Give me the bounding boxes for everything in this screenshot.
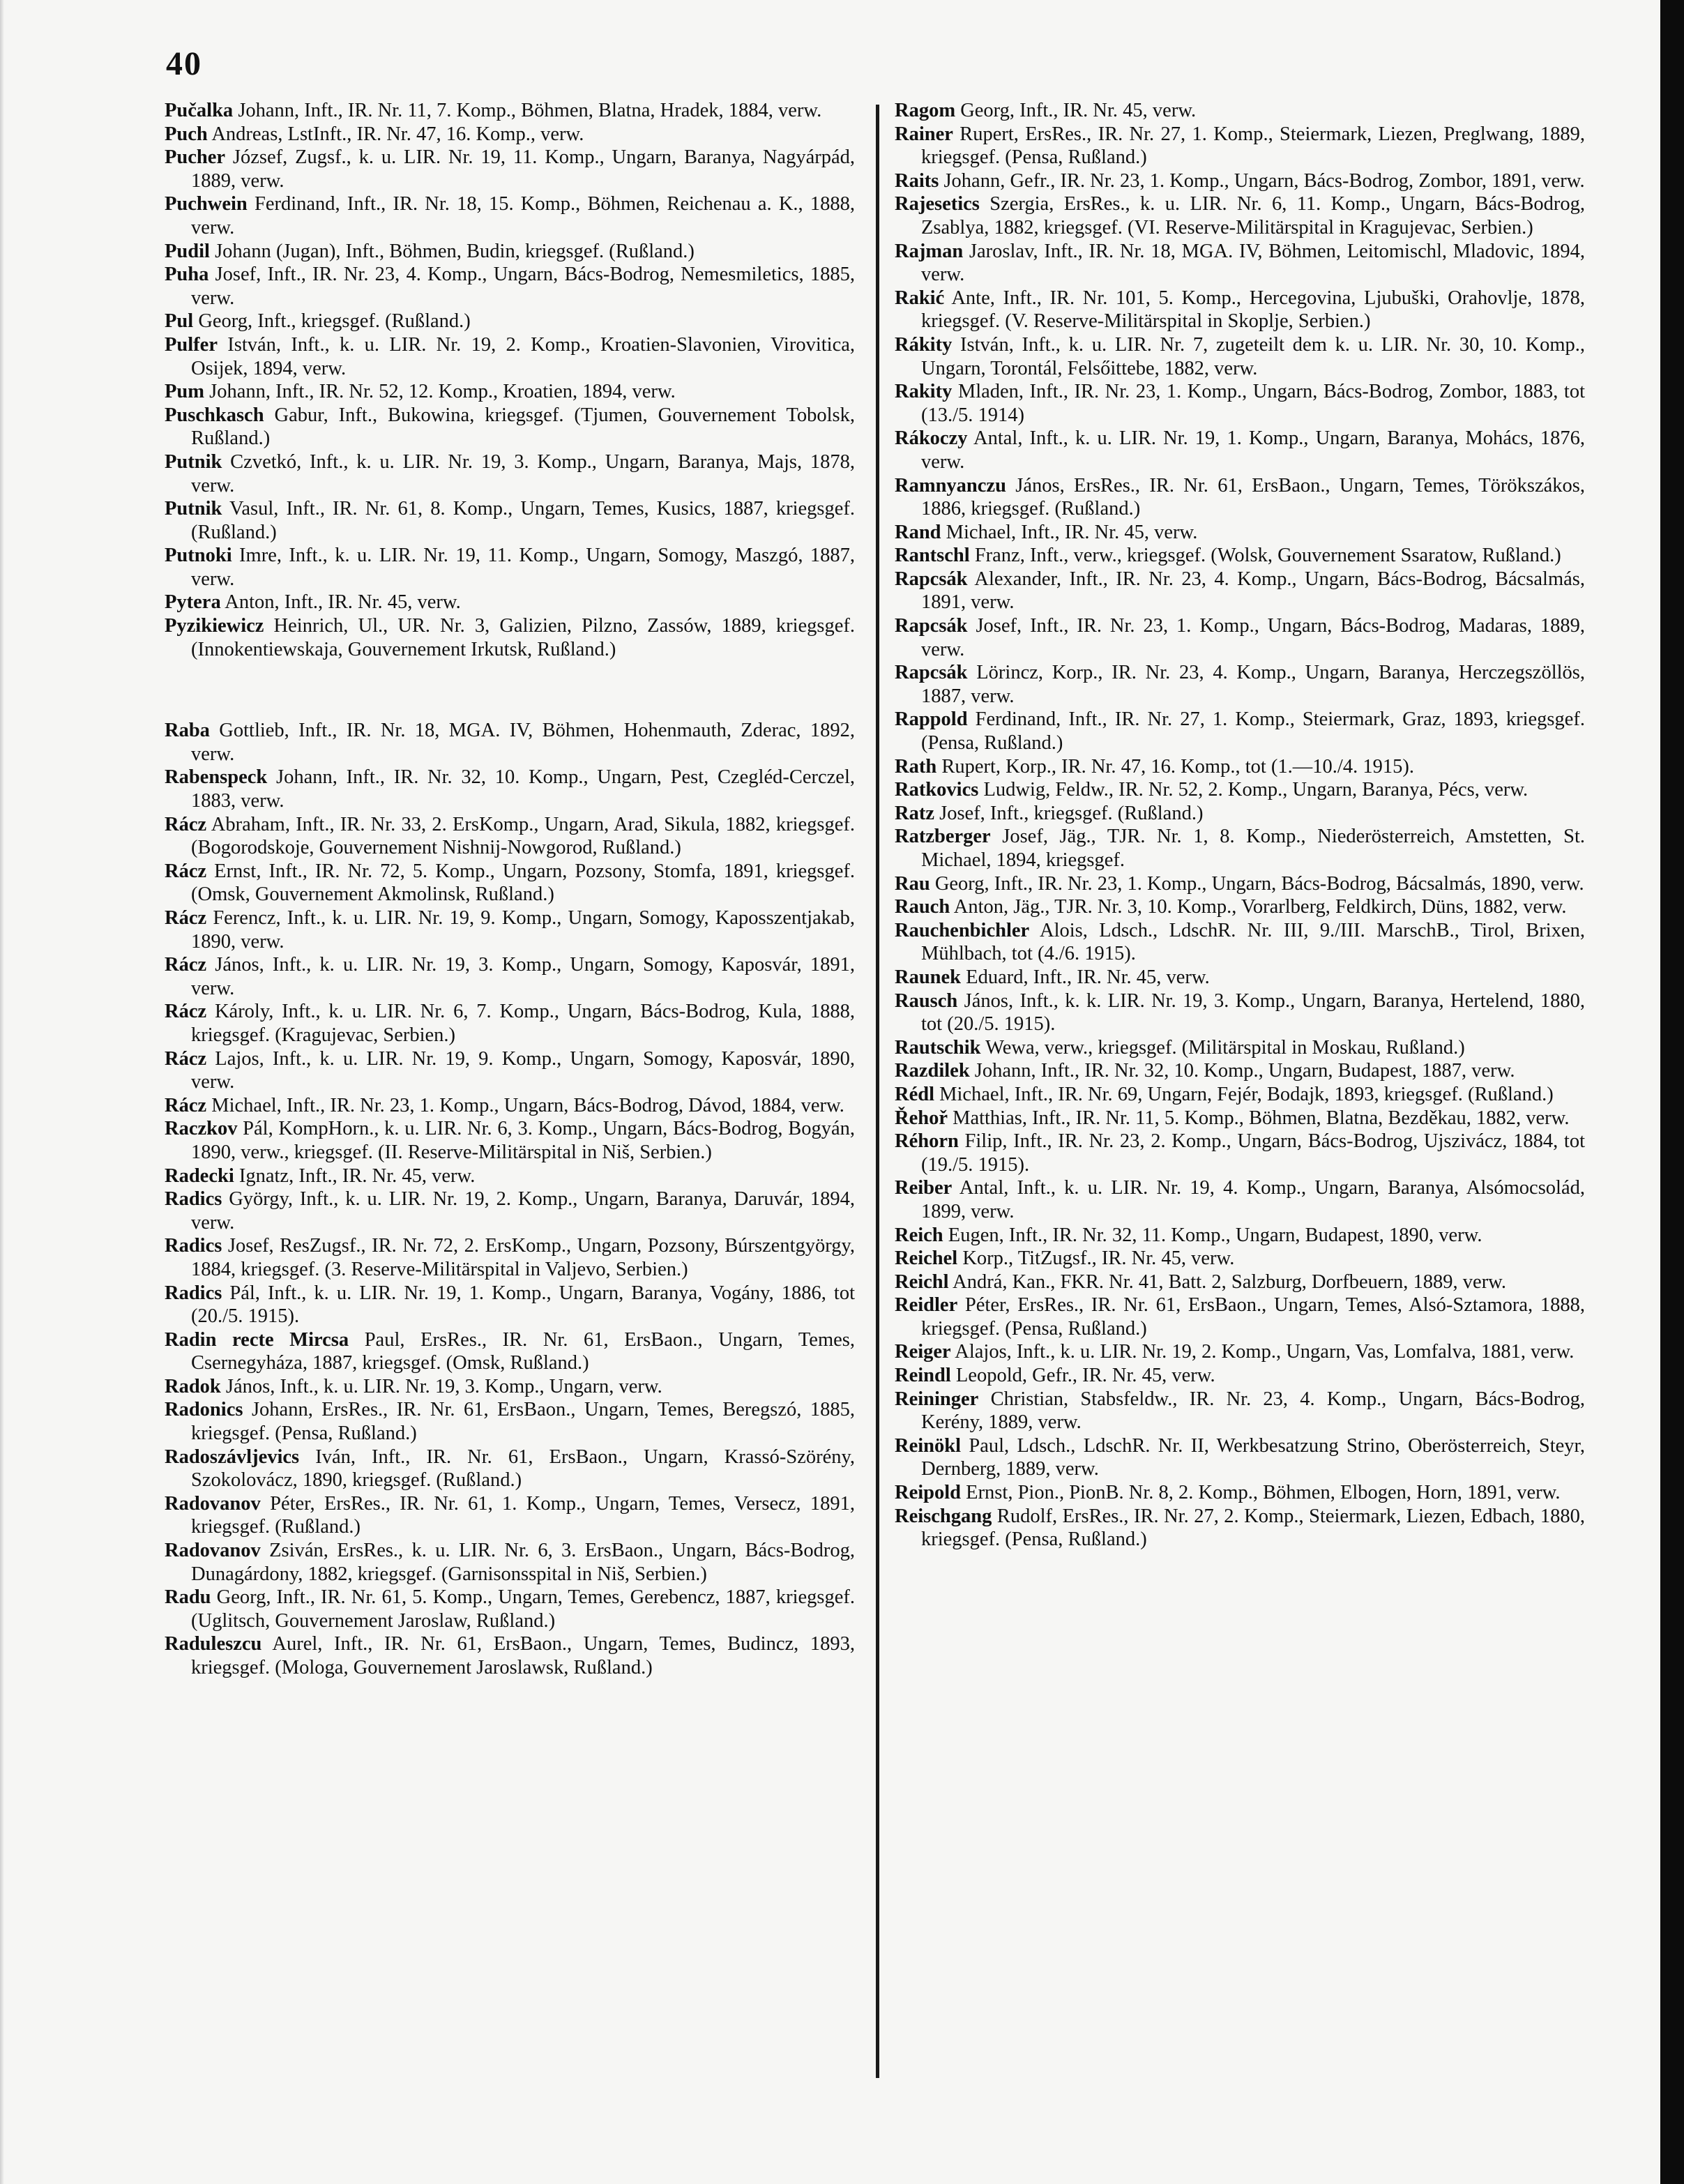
list-entry [165, 813, 855, 860]
entry-surname: Pum [165, 381, 204, 403]
entry-group-p [165, 99, 855, 661]
list-entry [895, 521, 1585, 545]
entry-details: Johann, Inft., IR. Nr. 32, 10. Komp., Ungarn, Pest, Czegléd-Cerczel, 1883, verw. [191, 766, 855, 812]
list-entry [895, 1481, 1585, 1505]
list-entry [165, 719, 855, 766]
entry-surname: Rácz [165, 954, 207, 976]
entry-surname: Řehoř [895, 1107, 948, 1129]
entry-surname: Pučalka [165, 100, 234, 121]
entry-surname: Rau [895, 872, 930, 895]
entry-details: Eduard, Inft., IR. Nr. 45, verw. [961, 966, 1210, 988]
entry-details: János, Inft., k. u. LIR. Nr. 19, 3. Komp., Ungarn, verw. [220, 1375, 662, 1397]
entry-surname: Radics [165, 1188, 222, 1211]
list-entry [895, 427, 1585, 473]
list-entry [895, 778, 1585, 802]
entry-details: Aurel, Inft., IR. Nr. 61, ErsBaon., Ungarn, Temes, Budincz, 1893, kriegsgef. (Mologa, Gouvernement Jaroslawsk, Rußland.) [191, 1633, 855, 1678]
list-entry [895, 1434, 1585, 1481]
list-entry [165, 263, 855, 310]
entry-surname: Rauchenbichler [895, 919, 1030, 941]
entry-surname: Radics [165, 1282, 222, 1304]
list-entry [895, 287, 1585, 333]
list-entry [165, 450, 855, 497]
entry-surname: Rantschl [895, 545, 970, 567]
entry-details: Johann, Inft., IR. Nr. 11, 7. Komp., Böhmen, Blatna, Hradek, 1884, verw. [233, 100, 822, 121]
entry-surname: Raunek [895, 966, 962, 988]
list-entry [165, 1446, 855, 1492]
list-entry [895, 661, 1585, 708]
entry-details: Eugen, Inft., IR. Nr. 32, 11. Komp., Ungarn, Budapest, 1890, verw. [943, 1224, 1482, 1246]
list-entry [895, 755, 1585, 779]
entry-surname: Reischgang [895, 1505, 992, 1527]
list-entry [895, 1107, 1585, 1130]
entry-details: Alois, Ldsch., LdschR. Nr. III, 9./III. MarschB., Tirol, Brixen, Mühlbach, tot (4./6. 1915). [921, 919, 1585, 965]
entry-details: Georg, Inft., IR. Nr. 23, 1. Komp., Ungarn, Bács-Bodrog, Bácsalmás, 1890, verw. [930, 872, 1584, 895]
list-entry [895, 1505, 1585, 1552]
entry-surname: Raduleszcu [165, 1633, 262, 1655]
list-entry [165, 1586, 855, 1632]
entry-surname: Radin recte Mircsa [165, 1328, 349, 1351]
entry-surname: Rácz [165, 1047, 207, 1070]
list-entry [165, 1282, 855, 1328]
page-edge-left [0, 0, 4, 2184]
entry-details: Szergia, ErsRes., k. u. LIR. Nr. 6, 11. Komp., Ungarn, Bács-Bodrog, Zsablya, 1882, kriegsgef. (VI. Reserve-Militärspital in Kragujevac, Serbien.) [921, 193, 1585, 238]
entry-details: Ferdinand, Inft., IR. Nr. 27, 1. Komp., Steiermark, Graz, 1893, kriegsgef. (Pensa, Rußland.) [921, 708, 1585, 754]
list-entry [165, 1539, 855, 1586]
list-entry [165, 1398, 855, 1445]
entry-surname: Radoszávljevics [165, 1446, 300, 1468]
entry-surname: Radovanov [165, 1540, 261, 1562]
list-entry [895, 1388, 1585, 1434]
list-entry [165, 192, 855, 239]
entry-details: Pál, KompHorn., k. u. LIR. Nr. 6, 3. Komp., Ungarn, Bács-Bodrog, Bogyán, 1890, verw., kriegsgef. (II. Reserve-Militärspital in Niš, Serbien.) [191, 1118, 855, 1163]
list-entry [895, 1059, 1585, 1083]
entry-details: Andreas, LstInft., IR. Nr. 47, 16. Komp., verw. [207, 123, 584, 145]
list-entry [165, 1165, 855, 1188]
list-entry [165, 497, 855, 544]
list-entry [895, 380, 1585, 427]
list-entry [895, 568, 1585, 614]
entry-surname: Raits [895, 169, 939, 192]
list-entry [895, 1130, 1585, 1176]
entry-surname: Rausch [895, 989, 958, 1012]
entry-details: Ernst, Pion., PionB. Nr. 8, 2. Komp., Böhmen, Elbogen, Horn, 1891, verw. [961, 1482, 1561, 1504]
list-entry [165, 123, 855, 146]
entry-details: Georg, Inft., IR. Nr. 45, verw. [955, 100, 1197, 121]
entry-details: Czvetkó, Inft., k. u. LIR. Nr. 19, 3. Komp., Ungarn, Baranya, Majs, 1878, verw. [191, 450, 855, 496]
list-entry [165, 146, 855, 192]
entry-surname: Rappold [895, 708, 968, 731]
entry-group-r [165, 719, 855, 1679]
entry-details: Ferencz, Inft., k. u. LIR. Nr. 19, 9. Komp., Ungarn, Somogy, Kaposszentjakab, 1890, verw. [191, 907, 855, 953]
list-entry [165, 404, 855, 450]
entry-surname: Rákoczy [895, 427, 968, 450]
entry-details: Paul, ErsRes., IR. Nr. 61, ErsBaon., Ungarn, Temes, Csernegyháza, 1887, kriegsgef. (Omsk, Rußland.) [191, 1328, 855, 1374]
entry-details: Rupert, Korp., IR. Nr. 47, 16. Komp., tot (1.—10./4. 1915). [936, 755, 1414, 778]
entry-surname: Rapcsák [895, 615, 968, 637]
entry-surname: Ragom [895, 100, 956, 121]
entry-surname: Raba [165, 720, 210, 742]
entry-details: Vasul, Inft., IR. Nr. 61, 8. Komp., Ungarn, Temes, Kusics, 1887, kriegsgef. (Rußland.) [191, 498, 855, 543]
entry-surname: Reidler [895, 1294, 958, 1317]
list-entry [895, 1224, 1585, 1248]
entry-details: Josef, Inft., kriegsgef. (Rußland.) [934, 802, 1204, 824]
list-entry [165, 310, 855, 333]
entry-surname: Puchwein [165, 193, 248, 215]
list-entry [895, 99, 1585, 123]
entry-surname: Pudil [165, 240, 210, 262]
entry-surname: Pucher [165, 146, 226, 169]
list-entry [895, 919, 1585, 966]
entry-details: István, Inft., k. u. LIR. Nr. 19, 2. Komp., Kroatien-Slavonien, Virovitica, Osijek, 1894, verw. [191, 333, 855, 379]
entry-surname: Putnoki [165, 545, 232, 567]
list-entry [165, 333, 855, 380]
entry-details: György, Inft., k. u. LIR. Nr. 19, 2. Komp., Ungarn, Baranya, Daruvár, 1894, verw. [191, 1188, 855, 1234]
list-entry [895, 333, 1585, 380]
list-entry [165, 544, 855, 591]
entry-surname: Radovanov [165, 1492, 261, 1515]
entry-details: Johann, Inft., IR. Nr. 52, 12. Komp., Kroatien, 1894, verw. [204, 381, 676, 403]
entry-details: Heinrich, Ul., UR. Nr. 3, Galizien, Pilzno, Zassów, 1889, kriegsgef. (Innokentiewskaja, Gouvernement Irkutsk, Rußland.) [191, 615, 855, 660]
entry-surname: Putnik [165, 498, 222, 520]
entry-surname: Ramnyanczu [895, 474, 1006, 496]
entry-surname: Réhorn [895, 1130, 959, 1153]
entry-surname: Puch [165, 123, 208, 145]
entry-surname: Rand [895, 521, 941, 543]
entry-surname: Rácz [165, 860, 207, 882]
entry-surname: Rapcsák [895, 662, 968, 684]
list-entry [895, 123, 1585, 169]
entry-surname: Ratkovics [895, 779, 979, 801]
entry-details: Michael, Inft., IR. Nr. 45, verw. [941, 521, 1198, 543]
list-entry [895, 169, 1585, 193]
entry-details: Johann, Inft., IR. Nr. 32, 10. Komp., Ungarn, Budapest, 1887, verw. [969, 1060, 1515, 1082]
list-entry [165, 1632, 855, 1679]
entry-surname: Rauch [895, 896, 950, 918]
entry-details: János, Inft., k. k. LIR. Nr. 19, 3. Komp., Ungarn, Baranya, Hertelend, 1880, tot (20./5. 1915). [921, 989, 1585, 1036]
entry-surname: Reinökl [895, 1434, 962, 1457]
entry-details: Lörincz, Korp., IR. Nr. 23, 4. Komp., Ungarn, Baranya, Herczegszöllös, 1887, verw. [921, 662, 1585, 707]
entry-details: Anton, Jäg., TJR. Nr. 3, 10. Komp., Vorarlberg, Feldkirch, Düns, 1882, verw. [950, 896, 1567, 918]
list-entry [895, 895, 1585, 919]
list-entry [895, 1036, 1585, 1060]
entry-surname: Raczkov [165, 1118, 238, 1140]
entry-details: Antal, Inft., k. u. LIR. Nr. 19, 4. Komp., Ungarn, Baranya, Alsómocsolád, 1899, verw. [921, 1177, 1585, 1222]
list-entry [165, 1000, 855, 1047]
entry-surname: Radok [165, 1375, 221, 1397]
entry-details: Georg, Inft., IR. Nr. 61, 5. Komp., Ungarn, Temes, Gerebencz, 1887, kriegsgef. (Uglitsch, Gouvernement Jaroslaw, Rußland.) [191, 1586, 855, 1632]
entry-details: Gabur, Inft., Bukowina, kriegsgef. (Tjumen, Gouvernement Tobolsk, Rußland.) [191, 404, 855, 450]
list-entry [895, 1364, 1585, 1388]
entry-details: István, Inft., k. u. LIR. Nr. 7, zugeteilt dem k. u. LIR. Nr. 30, 10. Komp., Ungarn, Torontál, Felsőittebe, 1882, verw. [921, 333, 1585, 379]
entry-details: Rupert, ErsRes., IR. Nr. 27, 1. Komp., Steiermark, Liezen, Preglwang, 1889, kriegsgef. (Pensa, Rußland.) [921, 123, 1585, 169]
entry-surname: Reiber [895, 1177, 953, 1199]
entry-surname: Radonics [165, 1399, 243, 1421]
list-entry [895, 802, 1585, 826]
entry-surname: Rakić [895, 287, 945, 309]
entry-details: Gottlieb, Inft., IR. Nr. 18, MGA. IV, Böhmen, Hohenmauth, Zderac, 1892, verw. [191, 720, 855, 765]
entry-surname: Reipold [895, 1482, 962, 1504]
list-entry [165, 1094, 855, 1118]
entry-surname: Pytera [165, 591, 221, 614]
list-entry [895, 1294, 1585, 1340]
entry-details: Péter, ErsRes., IR. Nr. 61, ErsBaon., Ungarn, Temes, Alsó-Sztamora, 1888, kriegsgef. (Pensa, Rußland.) [921, 1294, 1585, 1340]
entry-surname: Rakity [895, 381, 953, 403]
entry-surname: Ratz [895, 802, 934, 824]
list-entry [165, 240, 855, 264]
entry-surname: Puschkasch [165, 404, 264, 426]
list-entry [165, 380, 855, 404]
entry-details: Leopold, Gefr., IR. Nr. 45, verw. [950, 1365, 1215, 1387]
list-entry [165, 1375, 855, 1399]
entry-surname: Rácz [165, 907, 207, 929]
list-entry [165, 907, 855, 953]
entry-surname: Putnik [165, 450, 222, 473]
entry-surname: Puha [165, 264, 209, 286]
list-entry [165, 1188, 855, 1234]
list-entry [165, 1047, 855, 1094]
entry-details: Rudolf, ErsRes., IR. Nr. 27, 2. Komp., Steiermark, Liezen, Edbach, 1880, kriegsgef. (Pensa, Rußland.) [921, 1505, 1585, 1551]
entry-details: Josef, Jäg., TJR. Nr. 1, 8. Komp., Niederösterreich, Amstetten, St. Michael, 1894, kriegsgef. [921, 826, 1585, 871]
list-entry [165, 1234, 855, 1281]
entry-details: János, ErsRes., IR. Nr. 61, ErsBaon., Ungarn, Temes, Törökszákos, 1886, kriegsgef. (Rußland.) [921, 474, 1585, 520]
entry-details: Ignatz, Inft., IR. Nr. 45, verw. [234, 1165, 476, 1187]
entry-surname: Rajesetics [895, 193, 980, 215]
entry-details: Georg, Inft., kriegsgef. (Rußland.) [193, 310, 471, 333]
page-edge-right [1660, 0, 1684, 2184]
entry-surname: Radics [165, 1235, 222, 1257]
list-entry [895, 1247, 1585, 1271]
list-entry [895, 989, 1585, 1036]
entry-details: Imre, Inft., k. u. LIR. Nr. 19, 11. Komp., Ungarn, Somogy, Maszgó, 1887, verw. [191, 545, 855, 590]
list-entry [895, 1176, 1585, 1223]
list-entry [895, 1271, 1585, 1294]
entry-details: Christian, Stabsfeldw., IR. Nr. 23, 4. Komp., Ungarn, Bács-Bodrog, Kerény, 1889, verw. [921, 1388, 1585, 1434]
list-entry [165, 1117, 855, 1164]
entry-surname: Reichl [895, 1271, 949, 1293]
entry-details: Lajos, Inft., k. u. LIR. Nr. 19, 9. Komp., Ungarn, Somogy, Kaposvár, 1890, verw. [191, 1047, 855, 1093]
list-entry [895, 708, 1585, 754]
entry-surname: Rédl [895, 1083, 934, 1105]
entry-details: Pál, Inft., k. u. LIR. Nr. 19, 1. Komp., Ungarn, Baranya, Vogány, 1886, tot (20./5. 1915). [191, 1282, 855, 1328]
entry-details: Ante, Inft., IR. Nr. 101, 5. Komp., Hercegovina, Ljubuški, Orahovlje, 1878, kriegsgef. (V. Reserve-Militärspital in Skoplje, Serbien.) [921, 287, 1585, 333]
entry-details: Paul, Ldsch., LdschR. Nr. II, Werkbesatzung Strino, Oberösterreich, Steyr, Dernberg, 1889, verw. [921, 1434, 1585, 1480]
entry-details: Mladen, Inft., IR. Nr. 23, 1. Komp., Ungarn, Bács-Bodrog, Zombor, 1883, tot (13./5. 1914) [921, 381, 1585, 426]
entry-surname: Rácz [165, 813, 207, 835]
entry-details: Andrá, Kan., FKR. Nr. 41, Batt. 2, Salzburg, Dorfbeuern, 1889, verw. [948, 1271, 1507, 1293]
entry-details: Josef, Inft., IR. Nr. 23, 1. Komp., Ungarn, Bács-Bodrog, Madaras, 1889, verw. [921, 615, 1585, 660]
entry-details: Jaroslav, Inft., IR. Nr. 18, MGA. IV, Böhmen, Leitomischl, Mladovic, 1894, verw. [921, 240, 1585, 286]
entry-details: Johann, ErsRes., IR. Nr. 61, ErsBaon., Ungarn, Temes, Beregszó, 1885, kriegsgef. (Pensa, Rußland.) [191, 1399, 855, 1445]
entry-details: Johann, Gefr., IR. Nr. 23, 1. Komp., Ungarn, Bács-Bodrog, Zombor, 1891, verw. [939, 169, 1585, 192]
list-entry [165, 614, 855, 661]
entry-surname: Reichel [895, 1248, 958, 1270]
list-entry [165, 953, 855, 1000]
left-column [165, 99, 855, 1680]
entry-details: Johann (Jugan), Inft., Böhmen, Budin, kriegsgef. (Rußland.) [209, 240, 695, 262]
entry-surname: Reiger [895, 1341, 951, 1363]
entry-details: János, Inft., k. u. LIR. Nr. 19, 3. Komp., Ungarn, Somogy, Kaposvár, 1891, verw. [191, 954, 855, 999]
list-entry [165, 1492, 855, 1539]
list-entry [895, 966, 1585, 989]
entry-surname: Ratzberger [895, 826, 991, 848]
entry-details: József, Zugsf., k. u. LIR. Nr. 19, 11. Komp., Ungarn, Baranya, Nagyárpád, 1889, verw. [191, 146, 855, 192]
entry-surname: Reich [895, 1224, 943, 1246]
entry-details: Zsiván, ErsRes., k. u. LIR. Nr. 6, 3. ErsBaon., Ungarn, Bács-Bodrog, Dunagárdony, 1882, kriegsgef. (Garnisonsspital in Niš, Serbien.) [191, 1540, 855, 1585]
entry-surname: Pul [165, 310, 194, 333]
entry-surname: Rainer [895, 123, 953, 145]
entry-surname: Reininger [895, 1388, 979, 1410]
entry-surname: Rácz [165, 1001, 207, 1023]
entry-surname: Rapcsák [895, 568, 968, 590]
entry-surname: Rabenspeck [165, 766, 268, 789]
entry-surname: Rajman [895, 240, 964, 262]
list-entry [165, 860, 855, 907]
list-entry [895, 1083, 1585, 1107]
entry-surname: Reindl [895, 1365, 951, 1387]
entry-details: Ferdinand, Inft., IR. Nr. 18, 15. Komp., Böhmen, Reichenau a. K., 1888, verw. [191, 193, 855, 238]
list-entry [895, 474, 1585, 521]
entry-details: Ernst, Inft., IR. Nr. 72, 5. Komp., Ungarn, Pozsony, Stomfa, 1891, kriegsgef. (Omsk, Gouvernement Akmolinsk, Rußland.) [191, 860, 855, 906]
entry-details: Károly, Inft., k. u. LIR. Nr. 6, 7. Komp., Ungarn, Bács-Bodrog, Kula, 1888, kriegsgef. (Kragujevac, Serbien.) [191, 1001, 855, 1046]
entry-surname: Rautschik [895, 1036, 981, 1059]
entry-details: Anton, Inft., IR. Nr. 45, verw. [220, 591, 461, 614]
list-entry [895, 192, 1585, 239]
entry-surname: Radecki [165, 1165, 234, 1187]
entry-surname: Rácz [165, 1094, 207, 1116]
entry-surname: Radu [165, 1586, 211, 1609]
entry-surname: Rath [895, 755, 937, 778]
entry-surname: Rákity [895, 333, 953, 356]
entry-details: Filip, Inft., IR. Nr. 23, 2. Komp., Ungarn, Bács-Bodrog, Ujszivácz, 1884, tot (19./5. 1915). [921, 1130, 1585, 1176]
entry-details: Iván, Inft., IR. Nr. 61, ErsBaon., Ungarn, Krassó-Szörény, Szokolovácz, 1890, kriegsgef. (Rußland.) [191, 1446, 855, 1492]
entry-details: Alajos, Inft., k. u. LIR. Nr. 19, 2. Komp., Ungarn, Vas, Lomfalva, 1881, verw. [950, 1341, 1575, 1363]
entry-details: Korp., TitZugsf., IR. Nr. 45, verw. [957, 1248, 1235, 1270]
entry-surname: Razdilek [895, 1060, 970, 1082]
entry-details: Alexander, Inft., IR. Nr. 23, 4. Komp., Ungarn, Bács-Bodrog, Bácsalmás, 1891, verw. [921, 568, 1585, 614]
entry-surname: Pulfer [165, 333, 218, 356]
list-entry [165, 1328, 855, 1375]
entry-details: Ludwig, Feldw., IR. Nr. 52, 2. Komp., Ungarn, Baranya, Pécs, verw. [978, 779, 1529, 801]
entry-details: Wewa, verw., kriegsgef. (Militärspital in Moskau, Rußland.) [980, 1036, 1465, 1059]
list-entry [895, 872, 1585, 896]
list-entry [895, 240, 1585, 287]
entry-details: Franz, Inft., verw., kriegsgef. (Wolsk, Gouvernement Ssaratow, Rußland.) [969, 545, 1561, 567]
list-entry [895, 544, 1585, 568]
entry-details: Josef, Inft., IR. Nr. 23, 4. Komp., Ungarn, Bács-Bodrog, Nemesmiletics, 1885, verw. [191, 264, 855, 309]
entry-details: Péter, ErsRes., IR. Nr. 61, 1. Komp., Ungarn, Temes, Versecz, 1891, kriegsgef. (Rußland.) [191, 1492, 855, 1538]
list-entry [165, 766, 855, 812]
entry-details: Antal, Inft., k. u. LIR. Nr. 19, 1. Komp., Ungarn, Baranya, Mohács, 1876, verw. [921, 427, 1585, 473]
entry-surname: Pyzikiewicz [165, 615, 264, 637]
list-entry [165, 99, 855, 123]
page-number: 40 [166, 45, 202, 82]
list-entry [165, 591, 855, 614]
entry-details: Josef, ResZugsf., IR. Nr. 72, 2. ErsKomp., Ungarn, Pozsony, Búrszentgyörgy, 1884, kriegsgef. (3. Reserve-Militärspital in Valjevo, Serbien.) [191, 1235, 855, 1280]
column-divider [876, 105, 879, 2078]
list-entry [895, 614, 1585, 661]
right-column [895, 99, 1585, 1552]
entry-details: Abraham, Inft., IR. Nr. 33, 2. ErsKomp., Ungarn, Arad, Sikula, 1882, kriegsgef. (Bogorodskoje, Gouvernement Nishnij-Nowgorod, Rußland.) [191, 813, 855, 859]
entry-details: Michael, Inft., IR. Nr. 69, Ungarn, Fejér, Bodajk, 1893, kriegsgef. (Rußland.) [934, 1083, 1554, 1105]
section-gap [165, 661, 855, 719]
list-entry [895, 1340, 1585, 1364]
entry-details: Michael, Inft., IR. Nr. 23, 1. Komp., Ungarn, Bács-Bodrog, Dávod, 1884, verw. [206, 1094, 844, 1116]
list-entry [895, 825, 1585, 872]
entry-details: Matthias, Inft., IR. Nr. 11, 5. Komp., Böhmen, Blatna, Bezděkau, 1882, verw. [947, 1107, 1570, 1129]
